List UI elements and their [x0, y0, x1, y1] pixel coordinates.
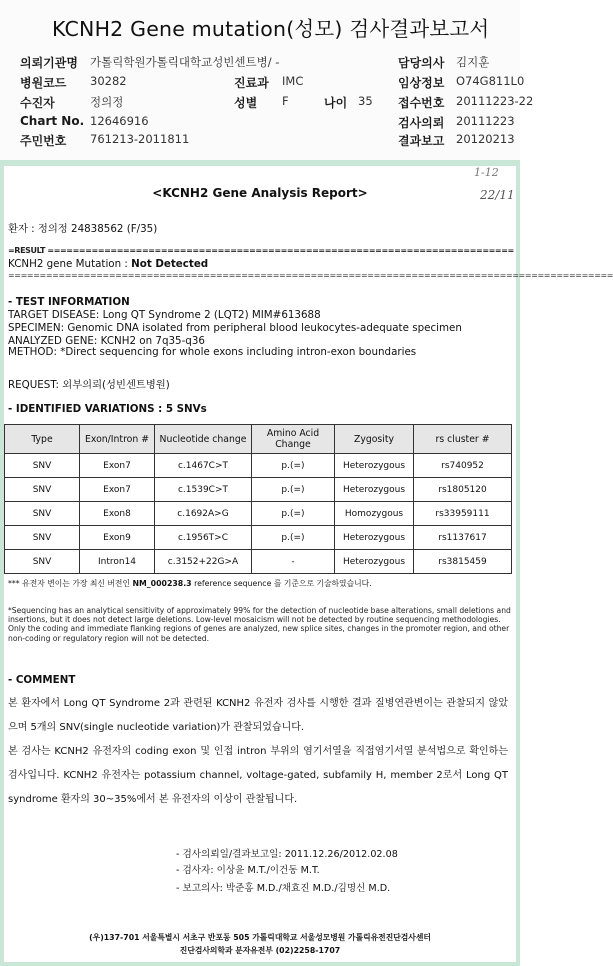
- header-row-2: [20, 74, 525, 92]
- department-value: IMC: [282, 74, 304, 88]
- col-exon-intron: Exon/Intron #: [80, 425, 155, 454]
- report-date-label: 결과보고: [398, 134, 445, 148]
- sequencing-footnote: *Sequencing has an analytical sensitivity of approximately 99% for the detection of nucleotide base alterations, small deletions and insertions, but it does not detect large deletions. Low-level mosaicism will not be detected by routine sequencing methodologies. Only the coding and immediate flanking regions of genes are analyzed, new splice sites, changes in the promoter region, and other non-coding or regulatory region will not be detected.: [8, 606, 511, 643]
- table-row: [5, 526, 512, 550]
- reporting-physicians: - 보고의사: 박준홍 M.D./채효진 M.D./김명신 M.D.: [176, 883, 391, 894]
- col-nucleotide-change: Nucleotide change: [155, 425, 252, 454]
- variations-table: [4, 424, 512, 574]
- header-row-5: [20, 132, 520, 150]
- table-header-row: [5, 425, 512, 454]
- patient-value: 정의정: [90, 95, 124, 109]
- cell-exon: Exon8: [80, 502, 155, 526]
- request-date-label: 검사의뢰: [398, 116, 445, 130]
- result-value: Not Detected: [131, 258, 209, 270]
- hospital-code-label: 병원코드: [20, 76, 67, 90]
- comment-paragraph-1: 본 환자에서 Long QT Syndrome 2과 관련된 KCNH2 유전자 검사를 시행한 결과 질병연관변이는 관찰되지 않았으며 5개의 SNV(single nucleotide variation)가 관찰되었습니다.: [8, 698, 508, 733]
- cell-nucleotide: c.1467C>T: [155, 454, 252, 478]
- cell-zygosity: Homozygous: [335, 502, 414, 526]
- table-row: [5, 454, 512, 478]
- cell-rs: rs740952: [414, 454, 512, 478]
- doctor-value: 김지훈: [456, 55, 490, 69]
- cell-type: SNV: [5, 454, 80, 478]
- target-disease: TARGET DISEASE: Long QT Syndrome 2 (LQT2) MIM#613688: [8, 309, 321, 321]
- cell-zygosity: Heterozygous: [335, 550, 414, 574]
- table-note-part-2: reference sequence 를 기준으로 기술하였습니다.: [191, 579, 372, 588]
- table-note: [8, 578, 372, 589]
- col-type: Type: [5, 425, 80, 454]
- age-label: 나이: [324, 96, 348, 110]
- result-label: =RESULT ==========================================================================: [8, 246, 514, 255]
- handwritten-date: 22/11: [480, 188, 515, 202]
- table-note-reference: NM_000238.3: [132, 579, 192, 588]
- cell-type: SNV: [5, 478, 80, 502]
- cell-nucleotide: c.3152+22G>A: [155, 550, 252, 574]
- report-header-card: [0, 0, 534, 161]
- cell-zygosity: Heterozygous: [335, 478, 414, 502]
- receipt-number-label: 접수번호: [398, 96, 445, 110]
- cell-amino-acid: p.(=): [252, 526, 335, 550]
- chart-number-label: Chart No.: [20, 114, 85, 128]
- comment-paragraph-2: 본 검사는 KCNH2 유전자의 coding exon 및 인접 intron 부위의 염기서열을 직접염기서열 분석법으로 확인하는 검사입니다. KCNH2 유전자는 potassium channel, voltage-gated, subfamily H, member 2로서 Long QT syndrome 환자의 30~35%에서 본 유전자의 이상이 관찰됩니다.: [8, 746, 508, 805]
- cell-nucleotide: c.1956T>C: [155, 526, 252, 550]
- method: METHOD: *Direct sequencing for whole exons including intron-exon boundaries: [8, 346, 417, 358]
- col-amino-acid-change: Amino Acid Change: [252, 425, 335, 454]
- cell-exon: Exon9: [80, 526, 155, 550]
- result-prefix: KCNH2 gene Mutation :: [8, 258, 132, 270]
- doctor-label: 담당의사: [398, 56, 445, 70]
- col-rs-cluster: rs cluster #: [414, 425, 512, 454]
- cell-amino-acid: p.(=): [252, 478, 335, 502]
- comment-heading: - COMMENT: [8, 674, 76, 686]
- department-label: 진료과: [234, 76, 269, 90]
- table-note-part-1: *** 유전자 변이는 가장 최신 버전인: [8, 579, 133, 588]
- result-rule: ================================================================================================: [8, 271, 613, 280]
- variations-heading: - IDENTIFIED VARIATIONS : 5 SNVs: [8, 403, 207, 415]
- cell-type: SNV: [5, 550, 80, 574]
- handwritten-note: 1-12: [474, 166, 499, 179]
- request-report-dates: - 검사의뢰일/결과보고일: 2011.12.26/2012.02.08: [176, 849, 398, 860]
- org-label: 의뢰기관명: [20, 56, 78, 70]
- result-line: [8, 258, 208, 270]
- request-date-value: 20111223: [456, 114, 515, 128]
- patient-line: 환자 : 정의정 24838562 (F/35): [8, 223, 158, 235]
- clinical-info-value: O74G811L0: [456, 74, 525, 88]
- lab-contact: 진단검사의학과 분자유전부 (02)2258-1707: [179, 946, 341, 955]
- cell-exon: Intron14: [80, 550, 155, 574]
- cell-amino-acid: -: [252, 550, 335, 574]
- header-row-4: [20, 114, 520, 132]
- cell-rs: rs3815459: [414, 550, 512, 574]
- request-line: REQUEST: 외부의뢰(성빈센트병원): [8, 379, 170, 391]
- cell-exon: Exon7: [80, 478, 155, 502]
- cell-nucleotide: c.1692A>G: [155, 502, 252, 526]
- sex-label: 성별: [234, 96, 258, 110]
- table-row: [5, 550, 512, 574]
- clinical-info-label: 임상정보: [398, 76, 445, 90]
- patient-label: 수진자: [20, 96, 55, 110]
- table-row: [5, 502, 512, 526]
- report-title: <KCNH2 Gene Analysis Report>: [152, 186, 368, 200]
- header-row-1: [20, 54, 520, 72]
- resident-number-value: 761213-2011811: [90, 132, 190, 146]
- cell-exon: Exon7: [80, 454, 155, 478]
- cell-rs: rs33959111: [414, 502, 512, 526]
- resident-number-label: 주민번호: [20, 134, 67, 148]
- cell-type: SNV: [5, 526, 80, 550]
- sex-value: F: [282, 94, 289, 108]
- table-row: [5, 478, 512, 502]
- receipt-number-value: 20111223-22: [456, 94, 534, 108]
- header-row-3: [20, 94, 534, 112]
- hospital-code-value: 30282: [90, 74, 127, 88]
- org-value: 가톨릭학원가톨릭대학교성빈센트병/ -: [90, 55, 280, 69]
- cell-type: SNV: [5, 502, 80, 526]
- cell-rs: rs1805120: [414, 478, 512, 502]
- cell-amino-acid: p.(=): [252, 502, 335, 526]
- test-info-heading: - TEST INFORMATION: [8, 296, 130, 308]
- lab-address: (우)137-701 서울특별시 서초구 반포동 505 가톨릭대학교 서울성모병원 가톨릭유전진단검사센터: [89, 933, 431, 942]
- age-value: 35: [358, 94, 373, 108]
- cell-nucleotide: c.1539C>T: [155, 478, 252, 502]
- cell-rs: rs1137617: [414, 526, 512, 550]
- analyzed-gene: ANALYZED GENE: KCNH2 on 7q35-q36: [8, 335, 205, 347]
- cell-amino-acid: p.(=): [252, 454, 335, 478]
- tester-names: - 검사자: 이상윤 M.T./이건동 M.T.: [176, 865, 320, 876]
- cell-zygosity: Heterozygous: [335, 454, 414, 478]
- report-date-value: 20120213: [456, 132, 515, 146]
- cell-zygosity: Heterozygous: [335, 526, 414, 550]
- col-zygosity: Zygosity: [335, 425, 414, 454]
- chart-number-value: 12646916: [90, 114, 149, 128]
- specimen: SPECIMEN: Genomic DNA isolated from peripheral blood leukocytes-adequate specimen: [8, 322, 462, 334]
- page-title: KCNH2 Gene mutation(성모) 검사결과보고서: [52, 17, 490, 41]
